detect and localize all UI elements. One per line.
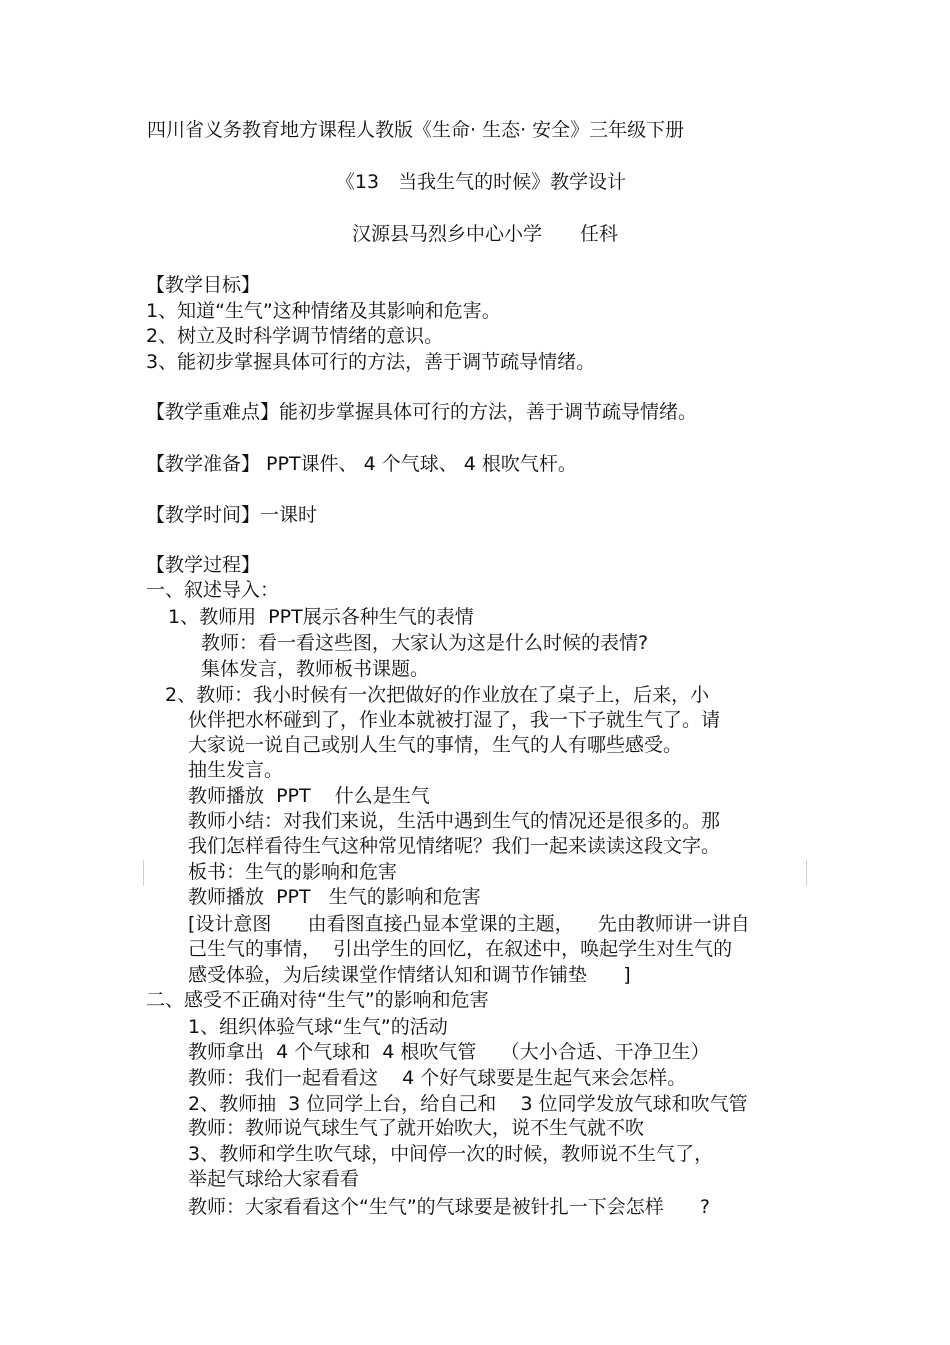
process-line: 伙伴把水杯碰到了，作业本就被打湿了，我一下子就生气了。请 bbox=[188, 709, 721, 731]
design-intent-line: 感受体验，为后续课堂作情绪认知和调节作铺垫 ] bbox=[188, 964, 631, 986]
lesson-title: 《13 当我生气的时候》教学设计 bbox=[335, 171, 627, 193]
scan-divider-left bbox=[143, 860, 144, 886]
part2-title: 二、感受不正确对待“生气”的影响和危害 bbox=[146, 989, 489, 1011]
process-line: 教师播放 PPT 什么是生气 bbox=[188, 785, 430, 807]
objectives-heading: 【教学目标】 bbox=[146, 274, 261, 296]
process-line: 教师：看一看这些图，大家认为这是什么时候的表情? bbox=[201, 632, 649, 654]
series-title: 四川省义务教育地方课程人教版《生命· 生态· 安全》三年级下册 bbox=[147, 119, 685, 141]
process-line: 板书：生气的影响和危害 bbox=[188, 861, 398, 883]
part1-title: 一、叙述导入： bbox=[146, 579, 280, 601]
process-heading: 【教学过程】 bbox=[146, 554, 261, 576]
process-line: 3、教师和学生吹气球，中间停一次的时候，教师说不生气了， bbox=[188, 1143, 714, 1165]
scan-divider-right bbox=[806, 860, 807, 886]
objective-item: 1、知道“生气”这种情绪及其影响和危害。 bbox=[146, 300, 501, 322]
design-intent-line: [设计意图 由看图直接凸显本堂课的主题， 先由教师讲一讲自 bbox=[188, 913, 750, 935]
process-line: 教师：我们一起看看这 4 个好气球要是生起气来会怎样。 bbox=[188, 1067, 687, 1089]
process-line: 2、教师：我小时候有一次把做好的作业放在了桌子上，后来，小 bbox=[165, 684, 710, 706]
process-line: 1、教师用 PPT展示各种生气的表情 bbox=[168, 606, 474, 628]
process-line: 举起气球给大家看看 bbox=[188, 1168, 360, 1190]
process-line: 教师：教师说气球生气了就开始吹大，说不生气就不吹 bbox=[188, 1117, 645, 1139]
author-line: 汉源县马烈乡中心小学 任科 bbox=[351, 223, 618, 245]
process-line: 抽生发言。 bbox=[188, 759, 284, 781]
objective-item: 3、能初步掌握具体可行的方法，善于调节疏导情绪。 bbox=[146, 351, 596, 373]
process-line: 大家说一说自己或别人生气的事情，生气的人有哪些感受。 bbox=[188, 734, 683, 756]
design-intent-line: 己生气的事情， 引出学生的回忆，在叙述中，唤起学生对生气的 bbox=[188, 938, 733, 960]
process-line: 集体发言，教师板书课题。 bbox=[201, 658, 430, 680]
process-line: 教师：大家看看这个“生气”的气球要是被针扎一下会怎样 ? bbox=[188, 1196, 711, 1218]
process-line: 教师小结：对我们来说，生活中遇到生气的情况还是很多的。那 bbox=[188, 810, 721, 832]
process-line: 1、组织体验气球“生气”的活动 bbox=[188, 1016, 448, 1038]
process-line: 2、教师抽 3 位同学上台，给自己和 3 位同学发放气球和吹气管 bbox=[188, 1093, 748, 1115]
objective-item: 2、树立及时科学调节情绪的意识。 bbox=[146, 325, 444, 347]
preparation: 【教学准备】 PPT课件、 4 个气球、 4 根吹气杆。 bbox=[146, 453, 577, 475]
key-points: 【教学重难点】能初步掌握具体可行的方法，善于调节疏导情绪。 bbox=[146, 401, 698, 423]
process-line: 教师拿出 4 个气球和 4 根吹气管 （大小合适、干净卫生） bbox=[188, 1041, 710, 1063]
process-line: 教师播放 PPT 生气的影响和危害 bbox=[188, 886, 481, 908]
process-line: 我们怎样看待生气这种常见情绪呢？我们一起来读读这段文字。 bbox=[188, 835, 721, 857]
teaching-time: 【教学时间】一课时 bbox=[146, 504, 318, 526]
